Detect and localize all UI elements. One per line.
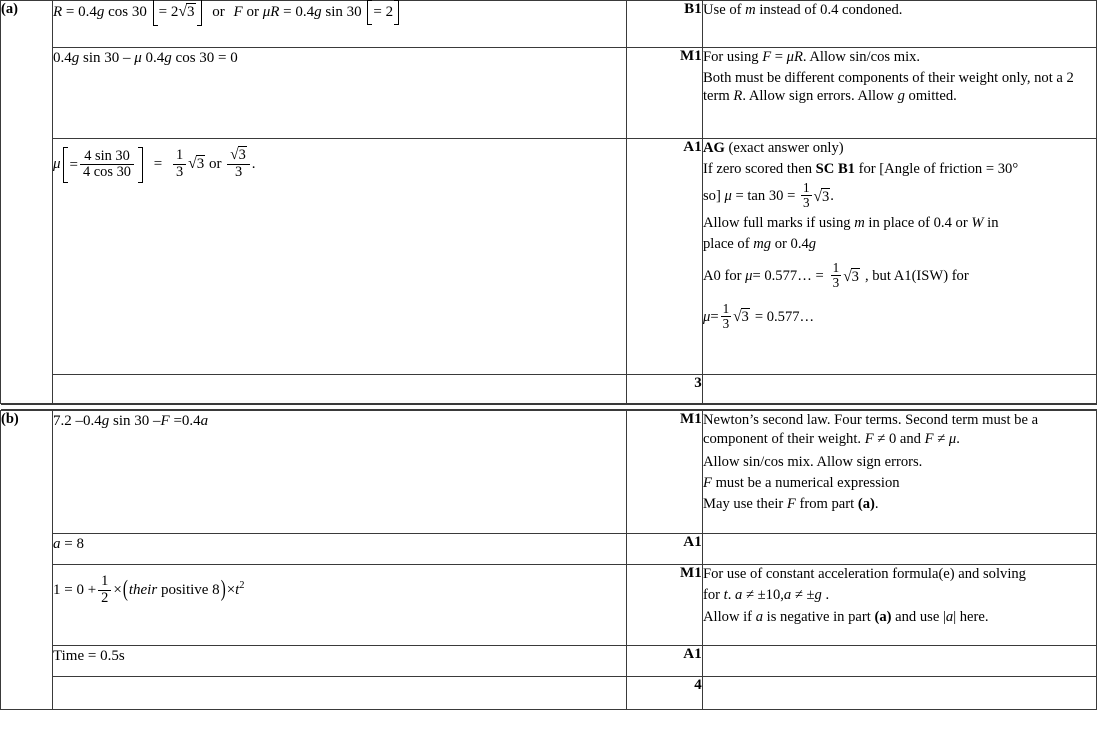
sqrt-3-c: √3	[813, 187, 830, 205]
unit-seconds: s	[118, 648, 125, 664]
fraction-root3-over-3	[227, 147, 250, 180]
symbol-g: g	[71, 50, 80, 66]
a-row3-eq2: =	[153, 156, 163, 173]
note-text-2: or 0.4	[771, 235, 809, 252]
minus-sign-2: –	[153, 413, 161, 429]
times-sign: ×	[113, 582, 122, 599]
b-row4-label: Time = 0.5	[53, 648, 119, 664]
a-row1-br2: = 2	[373, 3, 394, 20]
symbol-R: R	[53, 3, 63, 20]
mark-cell-a1-b1: A1	[627, 534, 703, 565]
radicand: 3	[196, 156, 205, 173]
note-text-3: ≠	[933, 430, 949, 447]
a-row3-eq: =	[69, 156, 78, 173]
symbol-R: R	[733, 88, 743, 105]
symbol-mu: μ	[134, 50, 142, 66]
sqrt-3-e: √3	[733, 308, 749, 326]
note-eq: =	[771, 49, 787, 65]
sqrt-3-a: √3	[178, 3, 195, 20]
note-text-2: from part	[795, 495, 858, 512]
b-row2-value: = 8	[64, 536, 84, 552]
equals-sign: =	[173, 413, 182, 429]
note-text-2: ≠ 0 and	[873, 430, 925, 447]
note-line	[703, 302, 1096, 331]
note-text: must be a numerical expression	[711, 475, 900, 492]
symbol-g: g	[101, 413, 110, 429]
table-row	[1, 139, 1097, 375]
period: .	[874, 495, 879, 512]
symbol-g: g	[96, 3, 105, 20]
b-row1-p4: 0.4	[83, 413, 102, 429]
a-row2-lead: 0.4	[53, 50, 72, 66]
note-line	[703, 586, 1096, 605]
note-eq: =	[710, 309, 719, 326]
table-row	[1, 1, 1097, 48]
fraction-denominator: 3	[802, 195, 810, 211]
symbol-t: t	[235, 582, 240, 599]
period: .	[956, 430, 960, 447]
fraction-denominator: 3	[227, 164, 250, 181]
period: .	[251, 156, 256, 173]
symbol-F: F	[762, 49, 772, 65]
radicand: 3	[851, 268, 859, 285]
fraction-numerator: 1	[101, 573, 109, 589]
mark-cell-m1-b2: M1	[627, 565, 703, 646]
note-line	[703, 261, 1096, 290]
notes-cell-b3	[703, 565, 1097, 646]
fraction-numerator: 1	[832, 260, 840, 276]
symbol-F: F	[160, 413, 170, 429]
note-text: place of	[703, 235, 754, 252]
notes-cell-b2	[703, 534, 1097, 565]
note-line	[703, 608, 1096, 627]
radicand: 3	[821, 188, 830, 205]
table-row	[1, 534, 1097, 565]
table-row	[1, 677, 1097, 710]
a-row3-or: or	[209, 156, 222, 173]
answer-cell-b4	[53, 646, 627, 677]
notes-cell-a-total	[703, 375, 1097, 404]
a-row2-cos30: cos 30	[175, 50, 215, 66]
mark-cell-m1-b: M1	[627, 411, 703, 534]
part-a-ref: (a)	[857, 495, 875, 512]
table-row	[1, 646, 1097, 677]
minus-sign: –	[123, 50, 131, 66]
symbol-R2: R	[270, 3, 280, 20]
note-text-3: , but A1(ISW) for	[864, 268, 969, 285]
answer-cell-a1	[53, 1, 627, 48]
symbol-m: m	[745, 2, 756, 18]
fraction-denominator: 3	[832, 275, 840, 291]
part-a-ref: (a)	[874, 609, 892, 626]
symbol-R: R	[793, 49, 803, 65]
notes-cell-a3	[703, 139, 1097, 375]
answer-cell-a-total	[53, 375, 627, 404]
fraction-numerator: 4 sin 30	[84, 147, 130, 164]
note-line	[703, 181, 1096, 210]
fraction-numerator: √3	[230, 147, 246, 163]
word-their: their	[128, 581, 158, 598]
a-row1-eq1: = 0.4	[65, 3, 97, 20]
table-row	[1, 565, 1097, 646]
answer-cell-b1	[53, 411, 627, 534]
note-line	[703, 235, 1096, 254]
sqrt-3-d: √3	[843, 267, 859, 285]
note-text: so]	[703, 188, 725, 205]
note-line	[703, 69, 1096, 106]
symbol-mu: μ	[724, 188, 732, 205]
radicand: 3	[187, 4, 195, 20]
notes-cell-b1	[703, 411, 1097, 534]
table-row	[1, 375, 1097, 404]
note-text-4: ≠ ±	[791, 586, 815, 603]
symbol-mu: μ	[53, 156, 61, 173]
note-line	[703, 48, 1096, 67]
radicand: 3	[741, 309, 749, 326]
paren-group	[122, 580, 227, 602]
answer-cell-b3	[53, 565, 627, 646]
fraction-denominator: 2	[98, 590, 111, 607]
symbol-F: F	[233, 3, 243, 20]
note-text: Allow if	[703, 609, 756, 626]
a-row2-eq0: = 0	[218, 50, 238, 66]
part-label-a: (a)	[1, 1, 53, 404]
a-row1-or2: or	[246, 3, 259, 20]
note-line: Allow sin/cos mix. Allow sign errors.	[703, 454, 923, 471]
symbol-a: a	[200, 413, 209, 429]
note-line: For use of constant acceleration formula(e) and solving	[703, 566, 1026, 582]
note-line	[703, 214, 1096, 233]
exponent: 2	[239, 580, 245, 592]
notes-cell-b4	[703, 646, 1097, 677]
note-line	[703, 411, 1096, 448]
separator-note	[703, 404, 1097, 411]
b-row1-sin30: sin 30	[113, 413, 150, 429]
note-text: = 0.577…	[754, 309, 815, 326]
notes-cell-b-total	[703, 677, 1097, 710]
a-row1-cos30: cos 30	[108, 3, 147, 20]
fraction-one-third	[801, 181, 812, 210]
symbol-a2: a	[783, 586, 792, 603]
b-row3-lead: 1 = 0 +	[53, 582, 97, 599]
note-text-2: instead of 0.4 condoned.	[755, 2, 903, 18]
fraction-one-third	[831, 261, 842, 290]
note-text-3: and use |	[891, 609, 946, 626]
notes-cell-a1	[703, 1, 1097, 48]
note-text: Both must be different components of their weight only, not a 2 term	[703, 69, 1074, 105]
sqrt-3-b: √3	[188, 155, 205, 173]
answer-cell-a2	[53, 48, 627, 139]
note-text: Newton’s second law. Four terms. Second term must be a component of their weight.	[703, 412, 1039, 447]
note-text-3: ≠ ±10,	[742, 586, 784, 603]
separator-part	[1, 404, 53, 411]
times-sign-2: ×	[226, 582, 236, 599]
symbol-g: g	[897, 88, 905, 105]
radicand: 3	[238, 147, 246, 163]
fraction-sin-cos	[80, 149, 134, 181]
answer-cell-b-total	[53, 677, 627, 710]
section-separator	[1, 404, 1097, 411]
positive-8: positive 8	[160, 581, 220, 598]
note-text-2: = 0.577… =	[752, 268, 824, 285]
note-text-2: . Allow sign errors. Allow	[742, 88, 898, 105]
symbol-mu: μ	[948, 430, 957, 447]
note-text-2: .	[727, 586, 736, 603]
bracket-group-3	[63, 149, 143, 181]
note-text-2: = tan 30 =	[731, 188, 799, 205]
symbol-F: F	[786, 495, 796, 512]
answer-cell-a3	[53, 139, 627, 375]
note-text-4: | here.	[953, 609, 989, 626]
symbol-F2: F	[924, 430, 934, 447]
separator-answer	[53, 404, 627, 411]
b-row1-p4b: 0.4	[181, 413, 201, 429]
notes-cell-a2	[703, 48, 1097, 139]
symbol-m: m	[854, 214, 865, 231]
symbol-g2: g	[314, 3, 322, 20]
note-text: Allow full marks if using	[703, 214, 855, 231]
separator-mark	[627, 404, 703, 411]
symbol-F: F	[864, 430, 874, 447]
fraction-denominator: 3	[173, 164, 186, 181]
symbol-a: a	[755, 609, 763, 626]
symbol-mu: μ	[745, 268, 753, 285]
symbol-a: a	[53, 536, 61, 552]
fraction-numerator: 1	[722, 300, 730, 316]
fraction-denominator: 4 cos 30	[80, 164, 134, 181]
note-text-2: . Allow sin/cos mix.	[802, 49, 921, 65]
symbol-g: g	[814, 586, 822, 603]
fraction-one-third	[721, 302, 732, 331]
note-text: A0 for	[703, 268, 746, 285]
symbol-g2: g	[164, 50, 172, 66]
bracket-group-1	[153, 1, 202, 24]
symbol-mu: μ	[703, 309, 711, 326]
symbol-a: a	[735, 586, 743, 603]
a-row1-sin30: sin 30	[325, 3, 362, 20]
mark-total-a: 3	[627, 375, 703, 404]
a-row1-or1: or	[212, 3, 225, 20]
answer-cell-b2	[53, 534, 627, 565]
note-text-2: is negative in part	[763, 609, 875, 626]
period: .	[821, 586, 830, 603]
period: .	[830, 188, 834, 205]
symbol-g: g	[808, 235, 817, 252]
note-text: If zero scored then	[703, 160, 816, 177]
a-row1-br1: = 2	[158, 4, 179, 20]
note-text: Use of	[703, 2, 746, 18]
mark-cell-b1: B1	[627, 1, 703, 48]
mark-cell-a1-b2: A1	[627, 646, 703, 677]
note-text-2: for [Angle of friction = 30°	[854, 160, 1019, 177]
note-line	[703, 139, 1096, 158]
symbol-a2: a	[945, 609, 954, 626]
a-row2-p4: 0.4	[145, 50, 165, 66]
a-row1-eq2: = 0.4	[283, 3, 315, 20]
note-text-3: omitted.	[904, 88, 957, 105]
table-row	[1, 48, 1097, 139]
a-row2-sin30: sin 30	[83, 50, 120, 66]
fraction-one-half	[98, 574, 111, 606]
note-text: for	[703, 586, 724, 603]
symbol-W: W	[971, 214, 984, 231]
note-line	[703, 495, 1096, 514]
bracket-group-2	[367, 2, 399, 24]
note-text-3: in	[983, 214, 999, 231]
note-text: (exact answer only)	[724, 140, 844, 156]
note-line	[703, 160, 1096, 179]
minus-sign: –	[75, 413, 83, 429]
fraction-numerator: 1	[175, 147, 184, 163]
fraction-denominator: 3	[722, 315, 730, 331]
symbol-t: t	[723, 586, 728, 603]
note-line	[703, 1, 1096, 20]
part-label-b: (b)	[1, 411, 53, 710]
symbol-mu: μ	[262, 3, 271, 20]
mark-total-b: 4	[627, 677, 703, 710]
table-row	[1, 411, 1097, 534]
fraction-numerator: 1	[802, 180, 810, 196]
ag-label: AG	[703, 140, 725, 156]
note-text: May use their	[703, 495, 787, 512]
sc-b1-label: SC B1	[815, 160, 855, 177]
mark-cell-m1-a: M1	[627, 48, 703, 139]
symbol-mg: mg	[753, 235, 772, 252]
note-text-2: in place of 0.4 or	[864, 214, 972, 231]
symbol-mu: μ	[786, 49, 794, 65]
note-line	[703, 474, 1096, 493]
note-text: For using	[703, 49, 763, 65]
symbol-F: F	[703, 475, 712, 492]
fraction-one-third	[173, 148, 186, 180]
b-row1-lead: 7.2	[53, 413, 72, 429]
mark-cell-a1-a: A1	[627, 139, 703, 375]
